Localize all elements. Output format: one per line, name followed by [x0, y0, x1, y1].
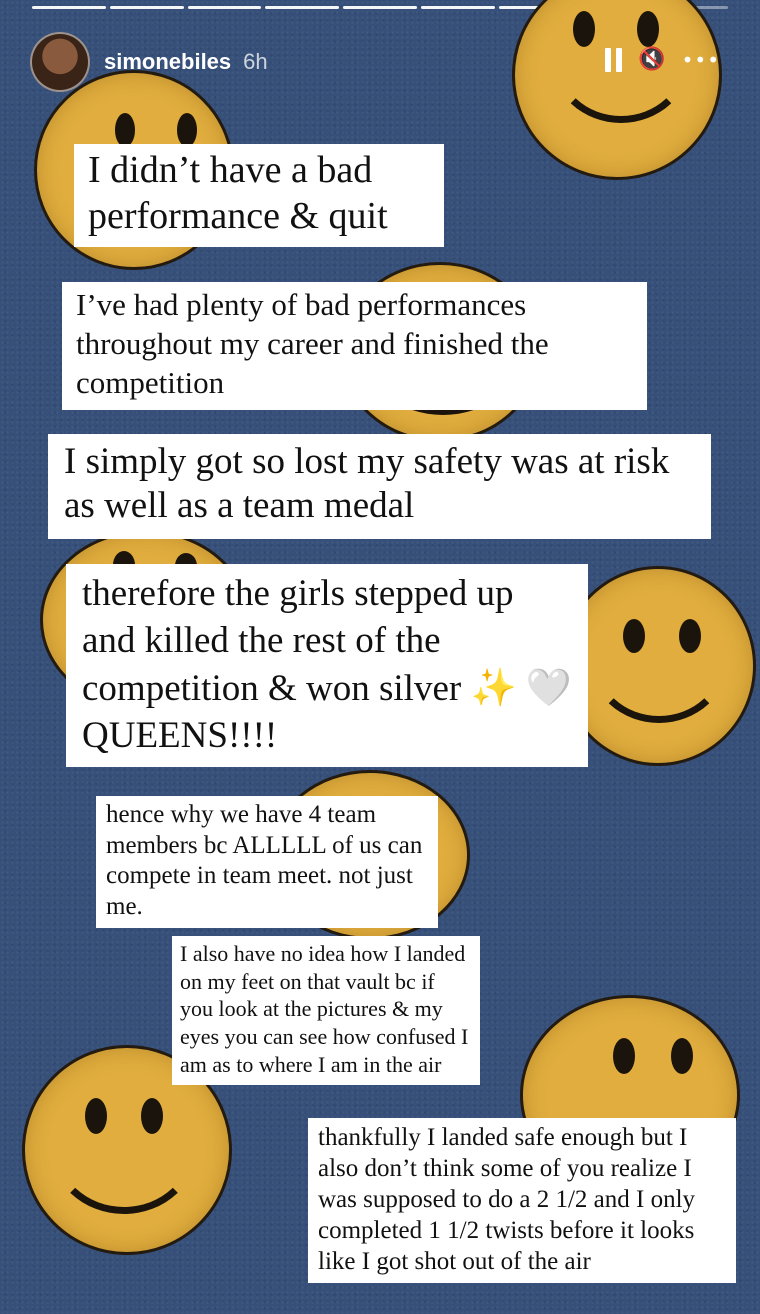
more-icon[interactable]: ••• [681, 48, 720, 72]
avatar[interactable] [30, 32, 90, 92]
text-note-1: I didn’t have a bad performance & quit [74, 144, 444, 247]
smiley-face-decoration [560, 566, 756, 766]
progress-segment [32, 6, 106, 9]
text-note-7: thankfully I landed safe enough but I also don’t think some of you realize I was supposed to do a 2 1/2 and I only completed 1 1/2 twists before it looks like I got shot out of the air [308, 1118, 736, 1283]
progress-segment [421, 6, 495, 9]
progress-segment [188, 6, 262, 9]
progress-segment [343, 6, 417, 9]
text-note-6: I also have no idea how I landed on my feet on that vault bc if you look at the pictures & my eyes you can see how confused I am as to where I am in the air [172, 936, 480, 1085]
progress-segment [265, 6, 339, 9]
text-note-3: I simply got so lost my safety was at risk as well as a team medal [48, 434, 711, 539]
story-controls [605, 48, 720, 72]
text-note-5: hence why we have 4 team members bc ALLLLL of us can compete in team meet. not just me. [96, 796, 438, 928]
mute-icon[interactable]: 🔇 [638, 47, 666, 72]
username[interactable]: simonebiles [104, 49, 232, 74]
text-note-4: therefore the girls stepped up and killed the rest of the competition & won silver ✨ 🤍 QUEENS!!!! [66, 564, 588, 767]
story-header [30, 32, 720, 92]
text-note-2: I’ve had plenty of bad performances throughout my career and finished the competition [62, 282, 647, 410]
pause-icon[interactable] [605, 48, 622, 72]
progress-segment [110, 6, 184, 9]
post-time: 6h [243, 49, 268, 74]
